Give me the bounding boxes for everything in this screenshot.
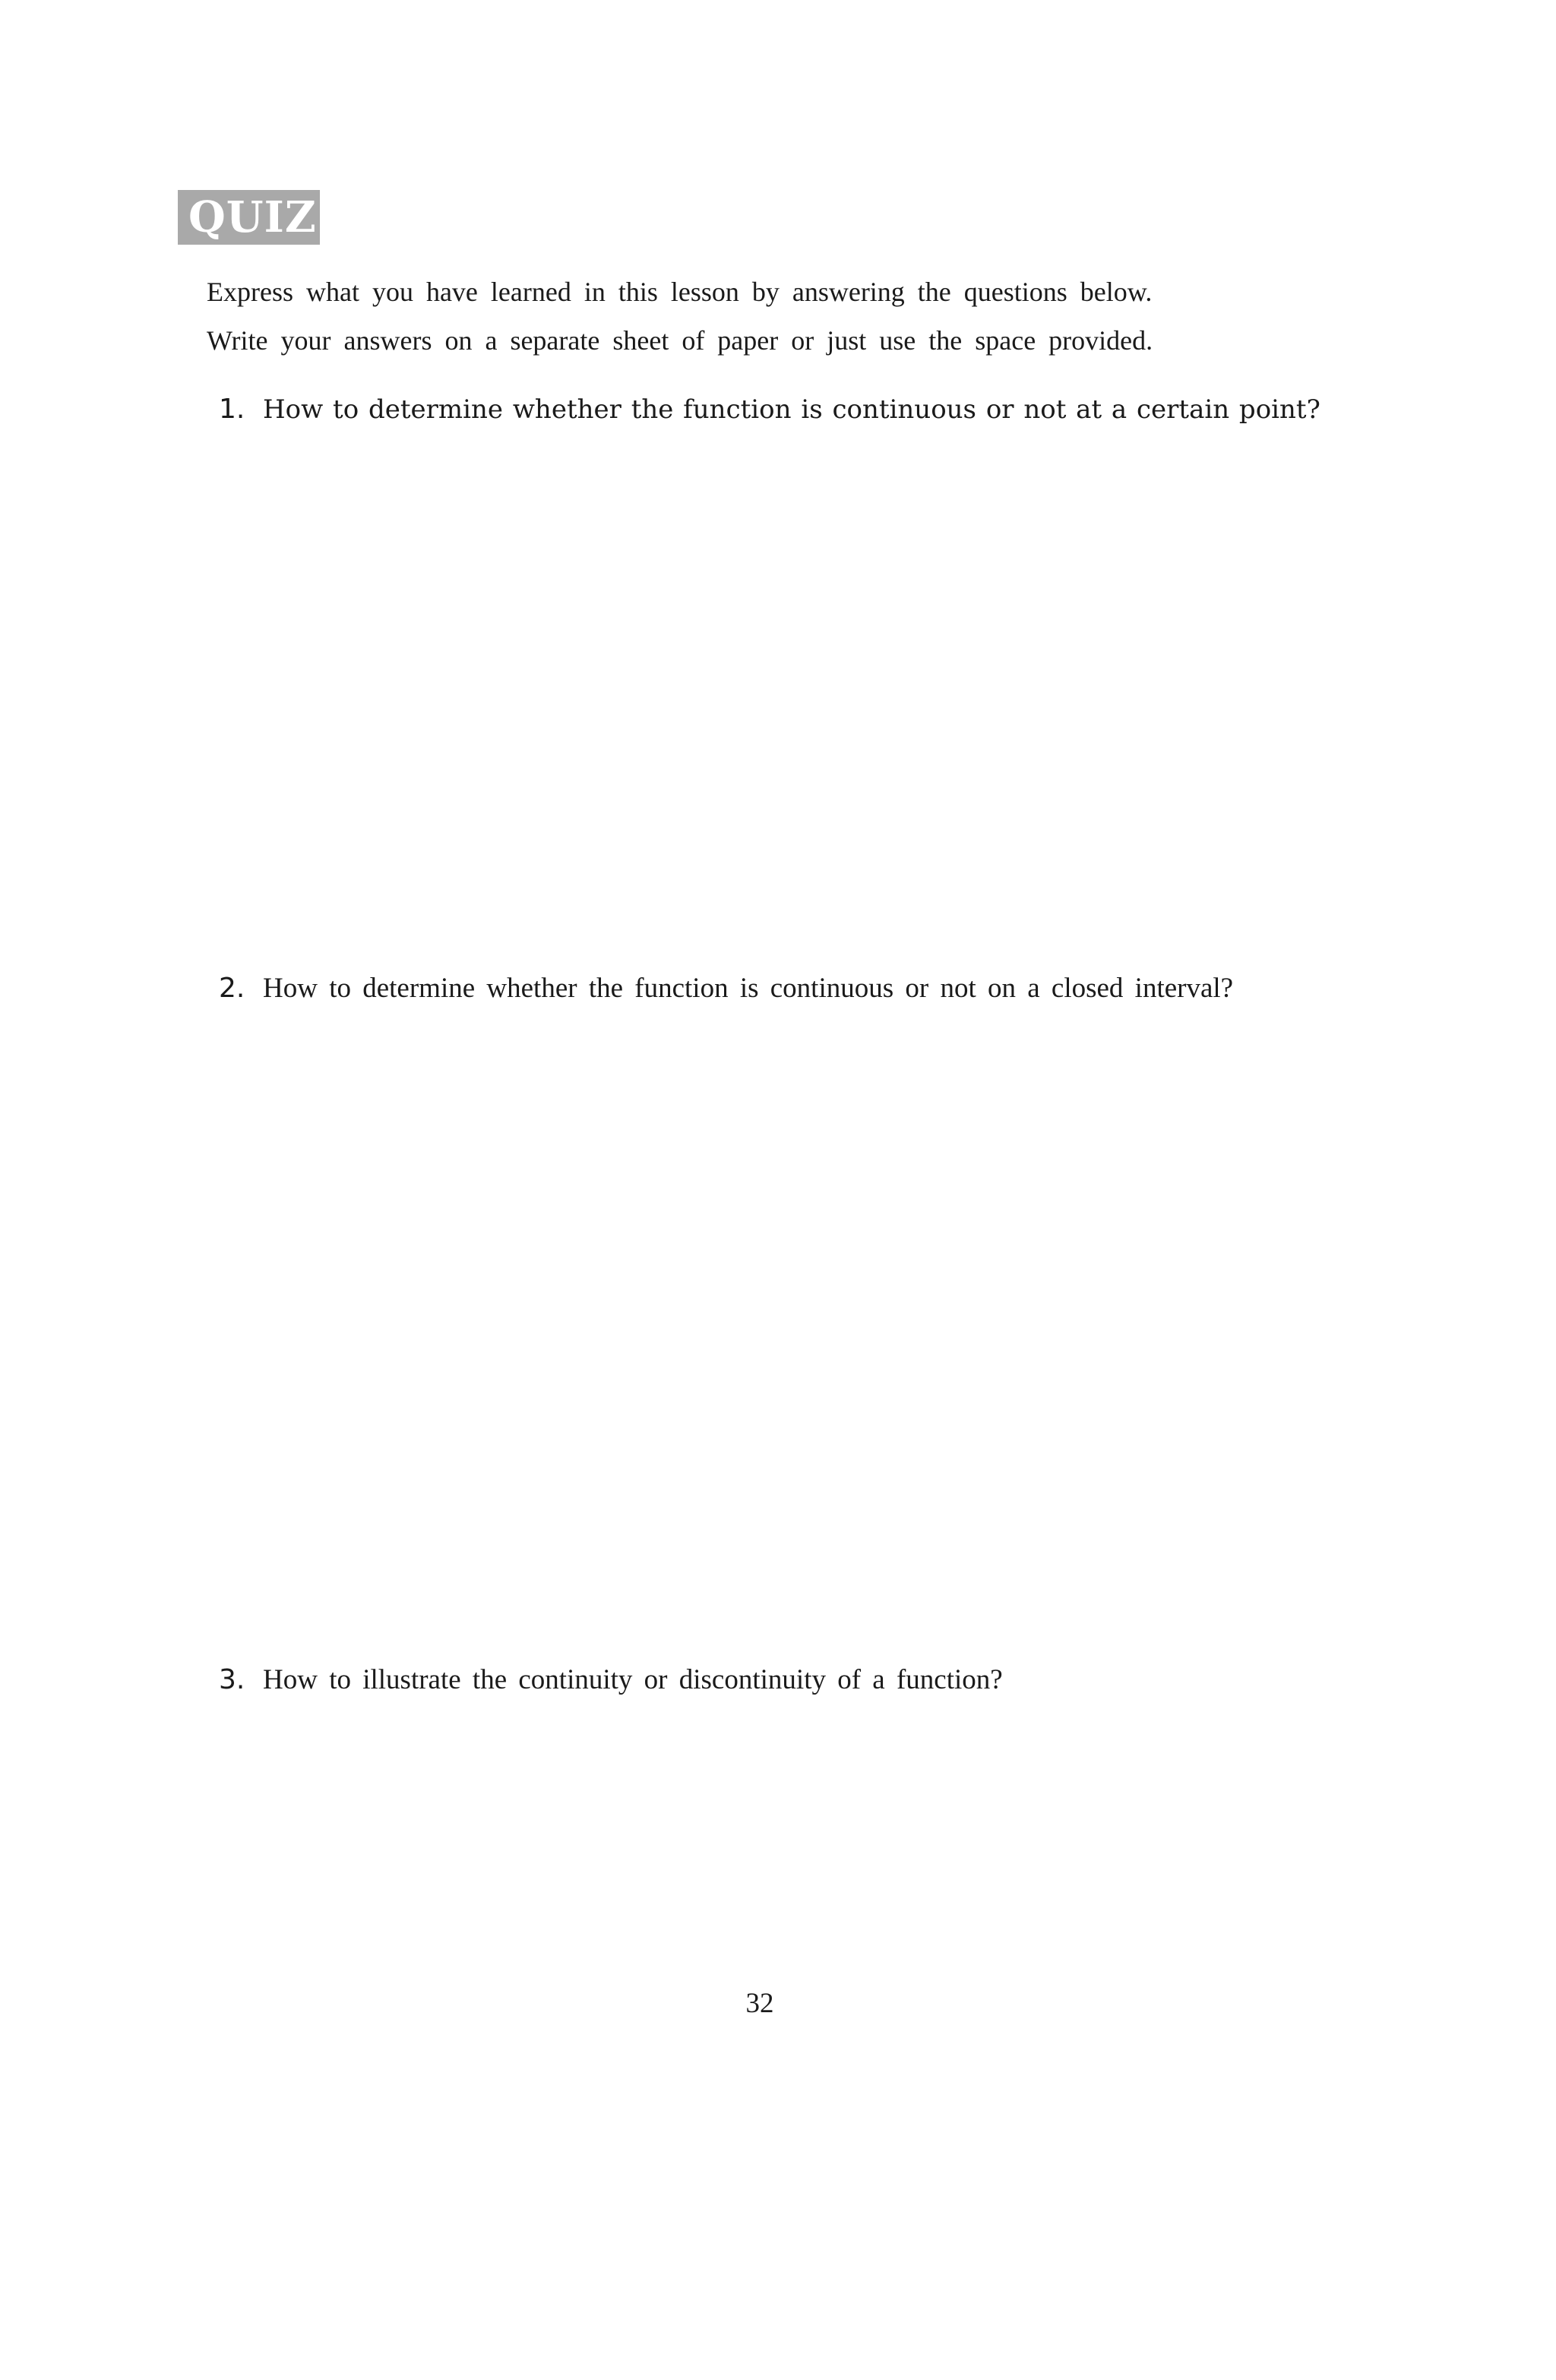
question-text: How to determine whether the function is continuous or not on a closed interval? — [263, 973, 1234, 1004]
question-text: How to illustrate the continuity or discontinuity of a function? — [263, 1664, 1003, 1695]
quiz-heading-badge: QUIZ — [178, 190, 320, 245]
question-number: 3. — [219, 1664, 245, 1695]
question-number: 2. — [219, 973, 245, 1004]
question-2 — [219, 970, 1389, 1008]
question-1 — [219, 391, 1389, 429]
quiz-instructions — [207, 267, 1392, 365]
instructions-line-2: Write your answers on a separate sheet of paper or just use the space provided. — [207, 325, 1153, 356]
question-3 — [219, 1661, 1389, 1699]
page-number: 32 — [745, 1988, 774, 2019]
instructions-line-1: Express what you have learned in this lesson by answering the questions below. — [207, 277, 1153, 307]
question-number: 1. — [219, 394, 245, 425]
question-text: How to determine whether the function is continuous or not at a certain point? — [263, 394, 1320, 425]
